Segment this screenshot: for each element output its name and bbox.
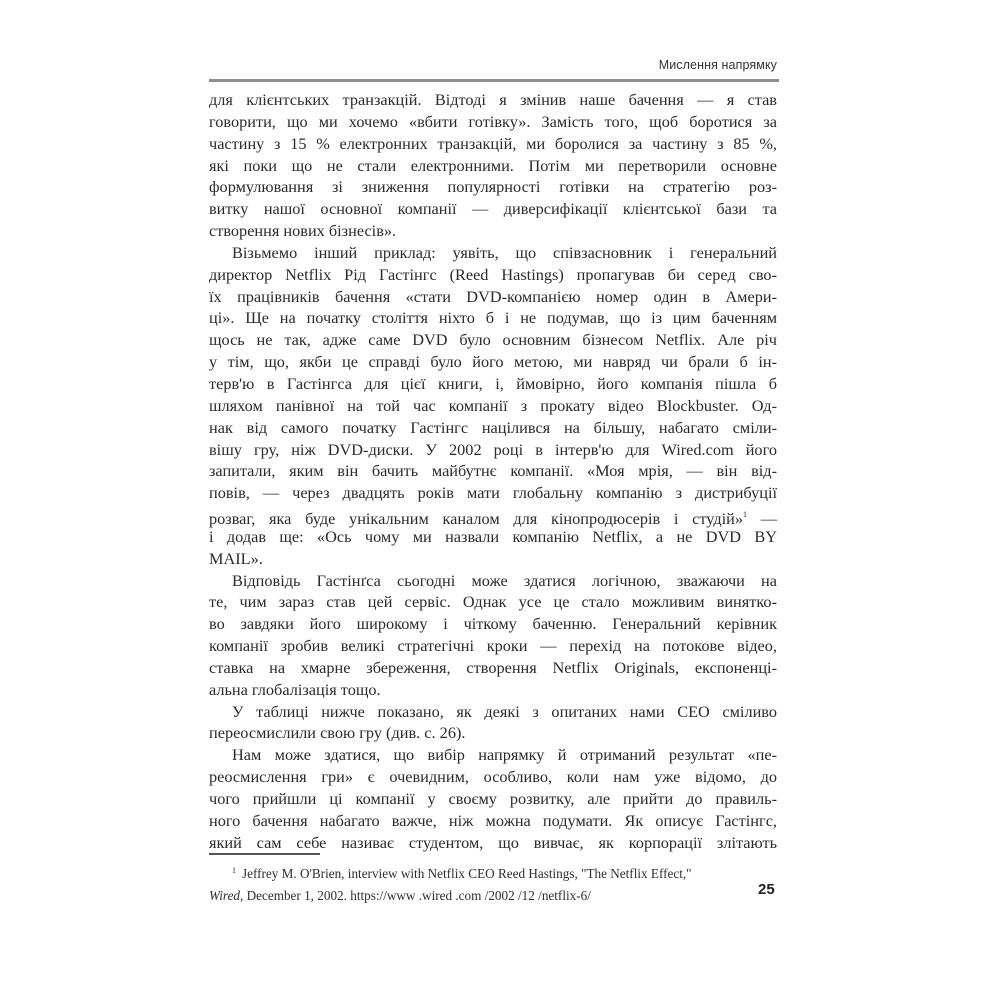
text-segment: — (747, 509, 777, 529)
text-segment: розваг, яка буде унікальним каналом для кінопродюсерів і студій» (209, 509, 744, 529)
text-line: Візьмемо інший приклад: уявіть, що співзасновник і генеральний (232, 242, 777, 262)
paragraph (209, 89, 777, 242)
paragraph (209, 744, 777, 853)
text-line: во завдяки його широкому і чіткому баченню. Генеральний керівник (209, 614, 777, 634)
text-line: Відповідь Гастінґса сьогодні може здатися логічною, зважаючи на (232, 570, 777, 590)
footnote-reference[interactable]: 1 (743, 510, 748, 520)
text-line-with-footnote (209, 504, 777, 529)
body-text (209, 89, 777, 854)
text-line: формулювання зі зниження популярності готівки на стратегію роз- (209, 177, 777, 197)
running-header: Мислення напрямку (658, 58, 777, 72)
text-line: чого прийшли ці компанії у своєму розвитку, але прийти до правиль- (209, 789, 777, 808)
paragraph (209, 701, 777, 745)
text-line: У таблиці нижче показано, як деякі з опитаних нами CEO сміливо (232, 701, 777, 721)
text-line: компанії зробив великі стратегічні кроки — перехід на потокове відео, (209, 636, 777, 656)
text-line: переосмислили свою гру (див. с. 26). (209, 723, 466, 743)
footnote-line (209, 885, 719, 907)
paragraph (209, 242, 777, 570)
text-line: шляхом панівної на той час компанії з прокату відео Blockbuster. Од- (209, 395, 777, 415)
text-line: у тім, що, якби це справді було його метою, ми навряд чи брали б ін- (209, 352, 777, 372)
text-line: і додав ще: «Ось чому ми назвали компанію Netflix, а не DVD BY (209, 526, 777, 546)
footnote-line (209, 860, 719, 885)
text-line: вішу гру, ніж DVD-диски. У 2002 році в інтерв'ю для Wired.com його (209, 439, 777, 459)
footnote-citation[interactable]: , December 1, 2002. https://www .wired .com /2002 /12 /netflix-6/ (240, 888, 591, 903)
text-line: альна глобалізація тощо. (209, 679, 381, 699)
text-line: директор Netflix Рід Гастінгс (Reed Hastings) пропагував би серед сво- (209, 264, 777, 284)
text-line: запитали, яким він бачить майбутнє компанії. «Моя мрія, — він від- (209, 461, 777, 481)
text-line: говорити, що ми хочемо «вбити готівку». Замість того, щоб боротися за (209, 111, 777, 131)
text-line: які поки що не стали електронними. Потім ми перетворили основне (209, 155, 777, 175)
text-line: те, чим зараз став цей сервіс. Однак усе це стало можливим винятко- (209, 592, 777, 612)
text-line: ці». Ще на початку століття ніхто б і не подумав, що із цим баченням (209, 308, 777, 328)
footnote-rule (209, 853, 320, 855)
text-line: Нам може здатися, що вибір напрямку й отриманий результат «пе- (232, 745, 777, 765)
text-line: реосмислення гри» є очевидним, особливо, коли нам уже відомо, до (209, 767, 777, 787)
text-line: створення нових бізнесів». (209, 221, 397, 241)
text-line: нак від самого початку Гастінгс націлився на більшу, набагато сміли- (209, 417, 777, 437)
text-line: ного бачення набагато важче, ніж можна подумати. Як описує Гастінгс, (209, 810, 777, 830)
header-rule (209, 79, 779, 82)
text-line: щось не так, адже саме DVD було основним бізнесом Netflix. Але річ (209, 330, 777, 350)
text-line: який сам себе називає студентом, що вивчає, як корпорації злітають (209, 832, 777, 852)
text-line: для клієнтських транзакцій. Відтоді я змінив наше бачення — я став (209, 90, 777, 109)
paragraph (209, 570, 777, 701)
text-line: ставка на хмарне збереження, створення Netflix Originals, експоненці- (209, 657, 777, 677)
text-line: MAIL». (209, 548, 263, 568)
footnote (209, 860, 719, 907)
text-line: терв'ю в Гастінгса для цієї книги, і, ймовірно, його компанія пішла б (209, 373, 777, 393)
text-line: їх працівників бачення «стати DVD-компанією номер один в Амери- (209, 286, 777, 306)
text-line: витку нашої основної компанії — диверсифікації клієнтської бази та (209, 199, 777, 219)
footnote-journal: Wired (209, 888, 241, 903)
footnote-number: 1 (232, 866, 236, 875)
text-line: частину з 15 % електронних транзакцій, ми боролися за частину з 85 %, (209, 133, 777, 153)
footnote-text: Jeffrey M. O'Brien, interview with Netflix CEO Reed Hastings, "The Netflix Effect," (242, 866, 692, 881)
page-number: 25 (758, 881, 775, 898)
text-line: повів, — через двадцять років мати глобальну компанію з дистрибуції (209, 483, 777, 503)
